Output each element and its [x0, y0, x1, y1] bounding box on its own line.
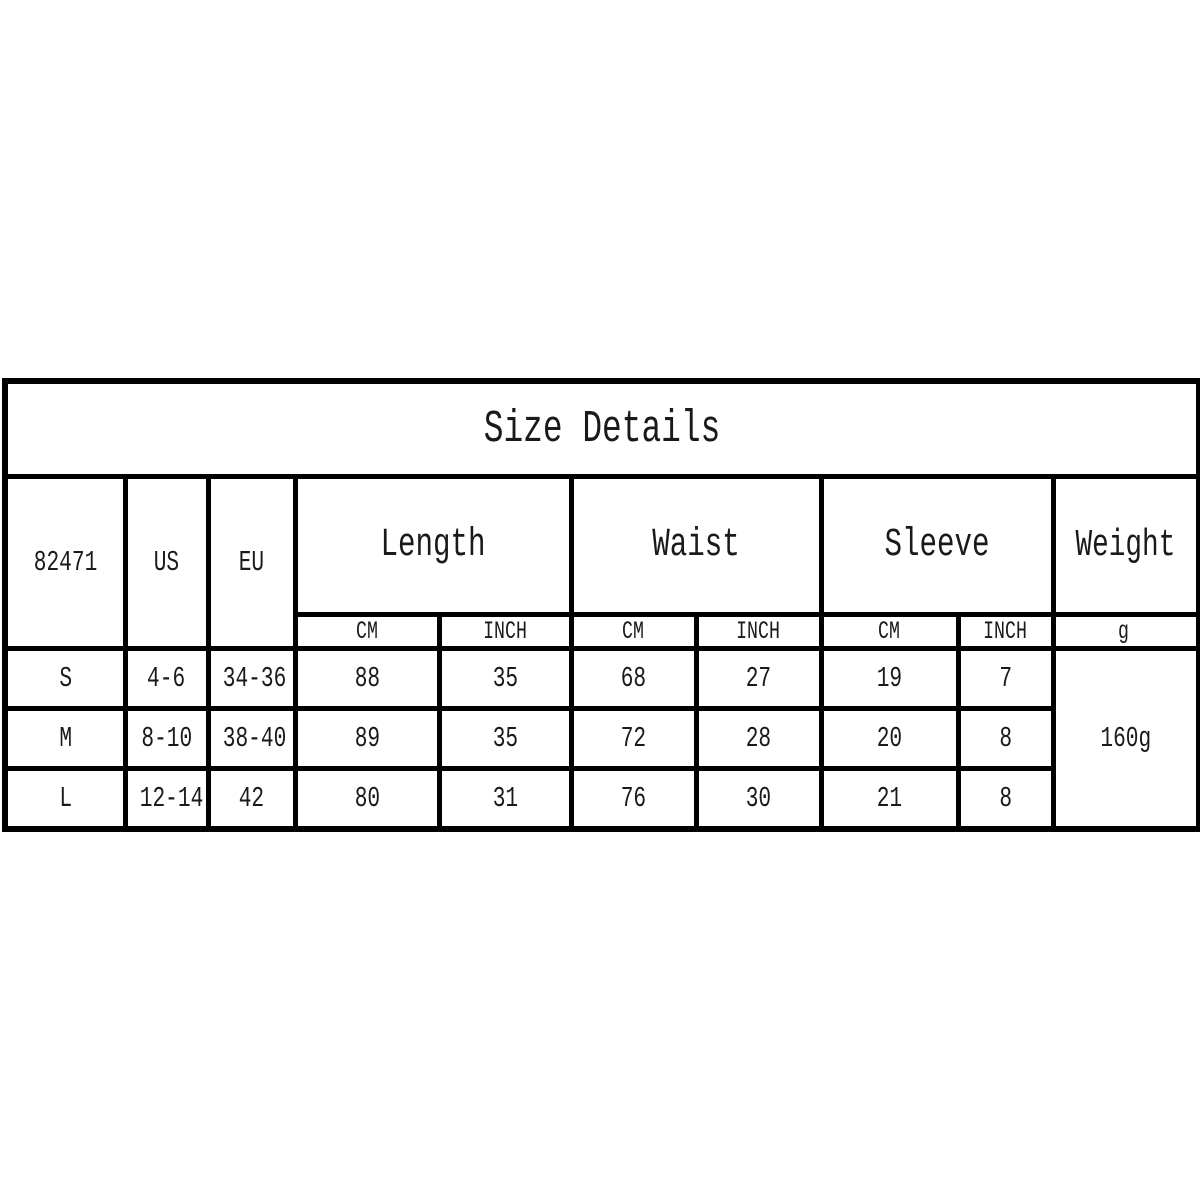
waist-cm-cell: [571, 769, 696, 829]
sleeve-inch-cell: [958, 709, 1053, 769]
length-cm-value: 89: [354, 722, 380, 755]
table-title: Size Details: [483, 403, 721, 455]
length-inch-value: 35: [492, 662, 518, 695]
us-cell: [125, 769, 208, 829]
waist-cm-value: 76: [620, 781, 647, 815]
size-cell: [5, 649, 125, 709]
eu-cell: [208, 649, 295, 709]
sleeve-label: Sleeve: [884, 523, 990, 568]
sleeve-inch-label: INCH: [983, 617, 1028, 646]
waist-inch-cell: [696, 649, 821, 709]
table-row-s: [5, 649, 1199, 709]
table-row-m: [5, 709, 1199, 769]
waist-inch-label: INCH: [736, 617, 781, 646]
sleeve-cm-label: CM: [878, 617, 901, 646]
sleeve-cm-value: 20: [876, 722, 903, 755]
length-inch-label: INCH: [483, 617, 527, 646]
eu-value: 42: [238, 781, 265, 815]
sleeve-inch-value: 7: [999, 662, 1012, 695]
size-details-table: [2, 378, 1200, 832]
waist-inch-value: 30: [745, 781, 772, 815]
weight-gram-label: g: [1118, 617, 1130, 646]
size-cell: [5, 709, 125, 769]
waist-cm-value: 68: [620, 662, 647, 695]
style-code-header: [5, 477, 125, 649]
length-inch-header: [439, 615, 571, 649]
length-cm-cell: [295, 769, 439, 829]
sleeve-inch-header: [958, 615, 1053, 649]
eu-value: 38-40: [222, 722, 286, 755]
us-size-label: US: [153, 546, 180, 579]
weight-value-cell: [1053, 649, 1199, 829]
eu-size-header: [208, 477, 295, 649]
waist-inch-cell: [696, 769, 821, 829]
weight-gram-header: [1053, 615, 1199, 649]
waist-cm-label: CM: [622, 617, 645, 646]
waist-cm-header: [571, 615, 696, 649]
sleeve-inch-value: 8: [999, 722, 1012, 755]
sleeve-cm-value: 21: [876, 781, 903, 815]
length-group-header: [295, 477, 571, 615]
header-row: [5, 477, 1199, 615]
sleeve-cm-header: [821, 615, 958, 649]
waist-cm-cell: [571, 709, 696, 769]
waist-inch-cell: [696, 709, 821, 769]
waist-cm-value: 72: [620, 722, 647, 755]
sleeve-cm-value: 19: [876, 662, 903, 695]
length-inch-cell: [439, 769, 571, 829]
weight-value: 160g: [1100, 721, 1152, 755]
waist-inch-header: [696, 615, 821, 649]
length-inch-value: 31: [492, 781, 518, 815]
waist-inch-value: 28: [745, 722, 772, 755]
title-row: [5, 381, 1199, 477]
style-code-label: 82471: [33, 546, 98, 579]
eu-cell: [208, 709, 295, 769]
length-inch-value: 35: [492, 722, 518, 755]
length-cm-value: 80: [354, 781, 380, 815]
length-inch-cell: [439, 649, 571, 709]
sleeve-cm-cell: [821, 769, 958, 829]
us-cell: [125, 649, 208, 709]
size-cell: [5, 769, 125, 829]
length-label: Length: [380, 523, 486, 568]
sleeve-inch-cell: [958, 769, 1053, 829]
us-value: 4-6: [147, 662, 186, 695]
size-value: S: [58, 662, 72, 695]
waist-group-header: [571, 477, 821, 615]
waist-label: Waist: [652, 523, 740, 568]
table-row-l: [5, 769, 1199, 829]
size-value: L: [58, 781, 72, 815]
size-value: M: [58, 722, 72, 755]
eu-size-label: EU: [238, 546, 265, 579]
us-cell: [125, 709, 208, 769]
weight-group-header: [1053, 477, 1199, 615]
us-size-header: [125, 477, 208, 649]
us-value: 8-10: [141, 722, 192, 755]
weight-label: Weight: [1075, 524, 1176, 567]
us-value: 12-14: [139, 781, 203, 815]
eu-cell: [208, 769, 295, 829]
waist-inch-value: 27: [745, 662, 772, 695]
length-cm-cell: [295, 709, 439, 769]
length-cm-header: [295, 615, 439, 649]
length-inch-cell: [439, 709, 571, 769]
length-cm-cell: [295, 649, 439, 709]
sleeve-inch-cell: [958, 649, 1053, 709]
length-cm-value: 88: [354, 662, 380, 695]
sleeve-group-header: [821, 477, 1053, 615]
length-cm-label: CM: [356, 617, 378, 646]
sleeve-inch-value: 8: [999, 781, 1012, 815]
sleeve-cm-cell: [821, 649, 958, 709]
table-title-cell: [5, 381, 1199, 477]
sleeve-cm-cell: [821, 709, 958, 769]
waist-cm-cell: [571, 649, 696, 709]
eu-value: 34-36: [222, 662, 286, 695]
